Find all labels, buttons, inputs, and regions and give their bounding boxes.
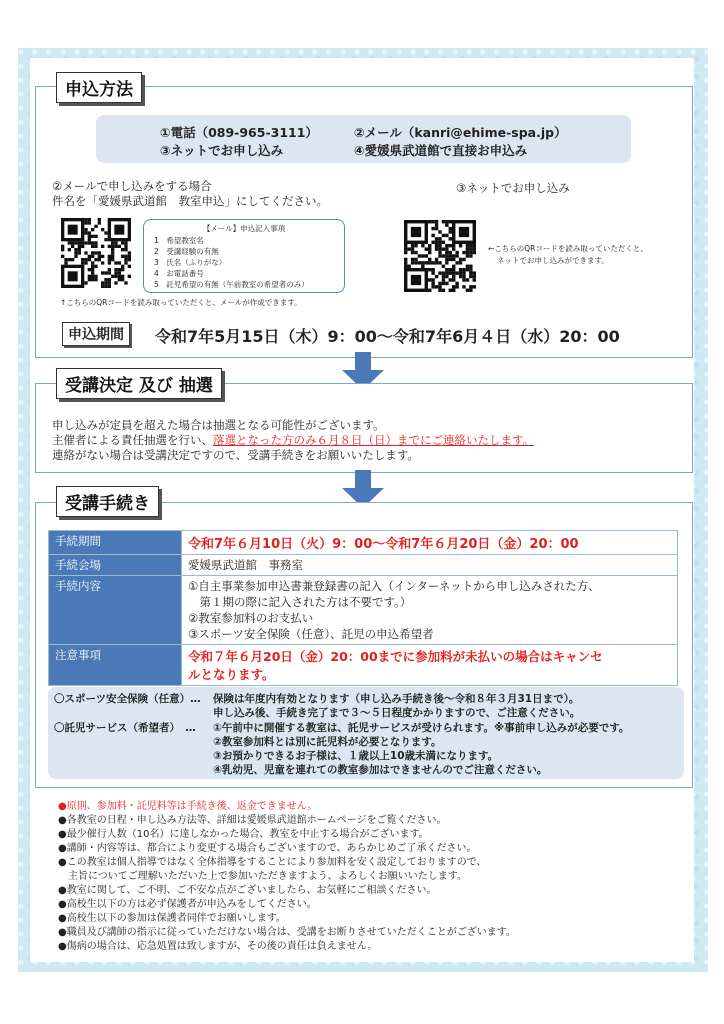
insurance-label: 〇スポーツ安全保険（任意）… [54,693,201,705]
contact-mail: ②メール（kanri@ehime-spa.jp） [354,125,567,140]
contact-direct: ④愛媛県武道館で直接お申込み [354,143,528,158]
row-value: 愛媛県武道館 事務室 [182,555,678,576]
mail-item: 5 託児希望の有無（午前教室の希望者のみ） [154,280,309,289]
mail-subject: 件名を「愛媛県武道館 教室申込」にしてください。 [52,194,328,208]
procedure-title: 受講手続き [56,486,159,517]
apply-title: 申込方法 [56,72,142,103]
mail-items-box [143,219,345,293]
net-heading: ③ネットでお申し込み [456,181,570,195]
childcare-line: ①午前中に開催する教室は、託児サービスが受けられます。※事前申し込みが必要です。 [213,722,630,734]
lottery-line-1: 申し込みが定員を超えた場合は抽選となる可能性がございます。 [52,418,385,432]
content-line: ③スポーツ安全保険（任意）、託児の申込希望者 [188,627,434,641]
row-value [182,576,678,645]
bullet-item: 主旨についてご理解いただいた上で参加いただきますよう、よろしくお願いいたします。 [58,871,467,882]
bullet-item: ●高校生以下の方は必ず保護者が申込みをしてください。 [58,899,317,910]
lottery-line-3: 連絡がない場合は受講決定ですので、受講手続きをお願いいたします。 [52,448,419,462]
caution-line: ルとなります。 [188,667,275,682]
period-label: 申込期間 [62,322,130,346]
mail-qr-note: ↑こちらのQRコードを読み取っていただくと、メールが作成できます。 [60,298,302,307]
childcare-line: ③お預かりできるお子様は、１歳以上10歳未満になります。 [213,750,499,762]
row-label: 手続内容 [49,576,182,645]
content-line: ①自主事業参加申込書兼登録書の記入（インターネットから申し込みされた方、 [188,579,600,593]
mail-heading: ②メールで申し込みをする場合 [52,179,212,193]
table-row [49,645,678,686]
period-value: 令和7年5月15日（木）9：00〜令和7年6月４日（水）20：00 [155,327,620,346]
row-value: 令和7年６月10日（火）9：00〜令和7年６月20日（金）20：00 [182,531,678,555]
mail-qr-code [61,218,131,288]
bullet-item: ●教室に関して、ご不明、ご不安な点がございましたら、お気軽にご相談ください。 [58,885,437,896]
procedure-table [48,530,678,686]
caution-line: 令和７年６月20日（金）20：00までに参加料が未払いの場合はキャンセ [188,649,603,664]
bullet-item: ●最少催行人数（10名）に達しなかった場合、教室を中止する場合がございます。 [58,829,429,840]
childcare-label: 〇託児サービス（希望者） … [54,722,196,734]
mail-item: 1 希望教室名 [154,236,204,245]
childcare-line: ④乳幼児、児童を連れての教室参加はできませんのでご注意ください。 [213,764,548,776]
net-qr-code [404,220,476,292]
table-row [49,576,678,645]
bullet-item: ●各教室の日程・申し込み方法等、詳細は愛媛県武道館ホームページをご覧ください。 [58,815,447,826]
bullet-item: ●この教室は個人指導ではなく全体指導をすることにより参加料を安く設定しておりますので、 [58,857,487,868]
bullet-item: ●傷病の場合は、応急処置は致しますが、その後の責任は負えません。 [58,941,378,952]
net-qr-note-1: ←こちらのQRコードを読み取っていただくと、 [488,244,648,253]
mail-item: 2 受講経験の有無 [154,247,219,256]
childcare-line: ②教室参加料とは別に託児料が必要となります。 [213,736,442,748]
insurance-line: 保険は年度内有効となります（申し込み手続き後〜令和８年３月31日まで）。 [213,693,580,705]
content-line: 第１期の際に記入された方は不要です。） [188,595,412,609]
insurance-line: 申し込み後、手続き完了まで３〜５日程度かかりますので、ご注意ください。 [213,707,581,719]
lottery-line-2a: 主催者による責任抽選を行い、 [52,433,213,447]
row-value [182,645,678,686]
content-line: ②教室参加料のお支払い [188,611,314,625]
bullet-item: ●講師・内容等は、都合により変更する場合もございますので、あらかじめご了承ください。 [58,843,477,854]
bullet-item: ●高校生以下の参加は保護者同伴でお願いします。 [58,913,286,924]
row-label: 手続期間 [49,531,182,555]
contact-phone: ①電話（089-965-3111） [160,125,318,140]
contact-methods [96,115,631,163]
table-row [49,531,678,555]
contact-net: ③ネットでお申し込み [160,143,284,158]
lottery-line-2 [52,432,534,448]
notes-panel [48,687,684,779]
mail-box-title: 【メール】申込記入事項 [202,224,286,233]
row-label: 注意事項 [49,645,182,686]
mail-item: 4 お電話番号 [154,269,204,278]
mail-item: 3 氏名（ふりがな） [154,258,227,267]
lottery-title: 受講決定 及び 抽選 [56,368,222,399]
bullet-item: ●原則、参加料・託児料等は手続き後、返金できません。 [58,801,318,812]
row-label: 手続会場 [49,555,182,576]
table-row [49,555,678,576]
bullet-item: ●職員及び講師の指示に従っていただけない場合は、受講をお断りさせていただくことがございます。 [58,927,516,938]
lottery-line-2b: 落選となった方のみ６月８日（日）までにご連絡いたします。 [213,433,535,447]
net-qr-note-2: ネットでお申し込みができます。 [497,256,609,265]
